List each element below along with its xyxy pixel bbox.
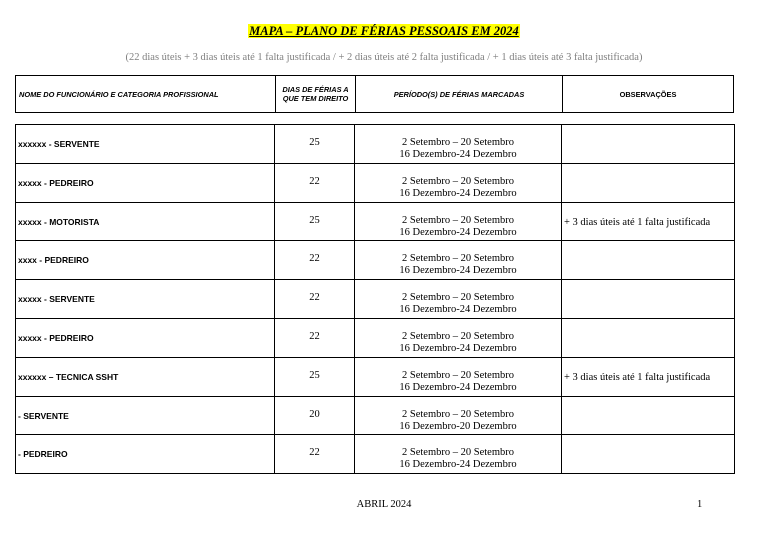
vacation-days: 25 [275, 202, 355, 241]
header-name: NOME DO FUNCIONÁRIO E CATEGORIA PROFISSIONAL [16, 76, 276, 113]
period-line-2: 16 Dezembro-24 Dezembro [399, 149, 517, 160]
period-line-2: 16 Dezembro-24 Dezembro [399, 304, 517, 316]
page-number: 1 [697, 499, 703, 510]
vacation-days: 22 [275, 318, 355, 357]
observations [562, 241, 735, 280]
period-line-1: 2 Setembro – 20 Setembro [402, 330, 514, 342]
header-period: PERÍODO(S) DE FÉRIAS MARCADAS [356, 76, 563, 113]
period-line-2: 16 Dezembro-24 Dezembro [399, 265, 517, 277]
document-title: MAPA – PLANO DE FÉRIAS PESSOAIS EM 2024 [249, 24, 519, 38]
employee-name: xxxxx - MOTORISTA [16, 202, 275, 241]
observations [562, 280, 735, 319]
vacation-period [355, 125, 562, 164]
observations [562, 396, 735, 435]
footer-date: ABRIL 2024 [356, 499, 412, 510]
employee-name: xxxxx - SERVENTE [16, 280, 275, 319]
period-line-2: 16 Dezembro-24 Dezembro [399, 459, 517, 471]
period-line-1: 2 Setembro – 20 Setembro [402, 369, 514, 381]
employee-name: - PEDREIRO [16, 435, 275, 474]
period-line-2: 16 Dezembro-20 Dezembro [399, 420, 517, 432]
vacation-days: 22 [275, 435, 355, 474]
vacation-days: 22 [275, 280, 355, 319]
vacation-period [355, 163, 562, 202]
vacation-period [355, 280, 562, 319]
period-line-1: 2 Setembro – 20 Setembro [402, 175, 514, 187]
vacation-period [355, 318, 562, 357]
vacation-days: 20 [275, 396, 355, 435]
period-line-2: 16 Dezembro-24 Dezembro [399, 187, 517, 199]
period-line-1: 2 Setembro – 20 Setembro [402, 137, 514, 148]
employee-name: xxxx - PEDREIRO [16, 241, 275, 280]
period-line-2: 16 Dezembro-24 Dezembro [399, 381, 517, 393]
observations [562, 163, 735, 202]
header-days: DIAS DE FÉRIAS A QUE TEM DIREITO [276, 76, 356, 113]
period-line-1: 2 Setembro – 20 Setembro [402, 292, 514, 304]
observations [562, 318, 735, 357]
vacation-days: 22 [275, 241, 355, 280]
observations [562, 125, 735, 164]
table-row [16, 435, 735, 474]
period-line-2: 16 Dezembro-24 Dezembro [399, 226, 517, 238]
period-line-1: 2 Setembro – 20 Setembro [402, 408, 514, 420]
vacation-period [355, 357, 562, 396]
table-header [15, 75, 734, 113]
table-row [16, 396, 735, 435]
observations [562, 435, 735, 474]
employee-name: xxxxxx - SERVENTE [16, 125, 275, 164]
vacation-period [355, 435, 562, 474]
vacation-days: 25 [275, 357, 355, 396]
table-row [16, 280, 735, 319]
employee-name: xxxxx - PEDREIRO [16, 163, 275, 202]
employee-name: xxxxxx – TECNICA SSHT [16, 357, 275, 396]
table-row [16, 318, 735, 357]
table-row [16, 202, 735, 241]
period-line-1: 2 Setembro – 20 Setembro [402, 447, 514, 459]
period-line-1: 2 Setembro – 20 Setembro [402, 214, 514, 226]
vacation-table [15, 124, 735, 474]
document-subtitle: (22 dias úteis + 3 dias úteis até 1 falta justificada / + 2 dias úteis até 2 falta justificada / + 1 dias úteis até 3 falta justificada) [125, 52, 643, 63]
employee-name: xxxxx - PEDREIRO [16, 318, 275, 357]
period-line-2: 16 Dezembro-24 Dezembro [399, 342, 517, 354]
employee-name: - SERVENTE [16, 396, 275, 435]
observations: + 3 dias úteis até 1 falta justificada [562, 202, 735, 241]
table-row [16, 125, 735, 164]
table-row [16, 241, 735, 280]
vacation-period [355, 241, 562, 280]
period-line-1: 2 Setembro – 20 Setembro [402, 253, 514, 265]
header-observations: OBSERVAÇÕES [563, 76, 734, 113]
vacation-period [355, 202, 562, 241]
observations: + 3 dias úteis até 1 falta justificada [562, 357, 735, 396]
table-row [16, 357, 735, 396]
vacation-days: 22 [275, 163, 355, 202]
table-row [16, 163, 735, 202]
vacation-days: 25 [275, 125, 355, 164]
vacation-period [355, 396, 562, 435]
